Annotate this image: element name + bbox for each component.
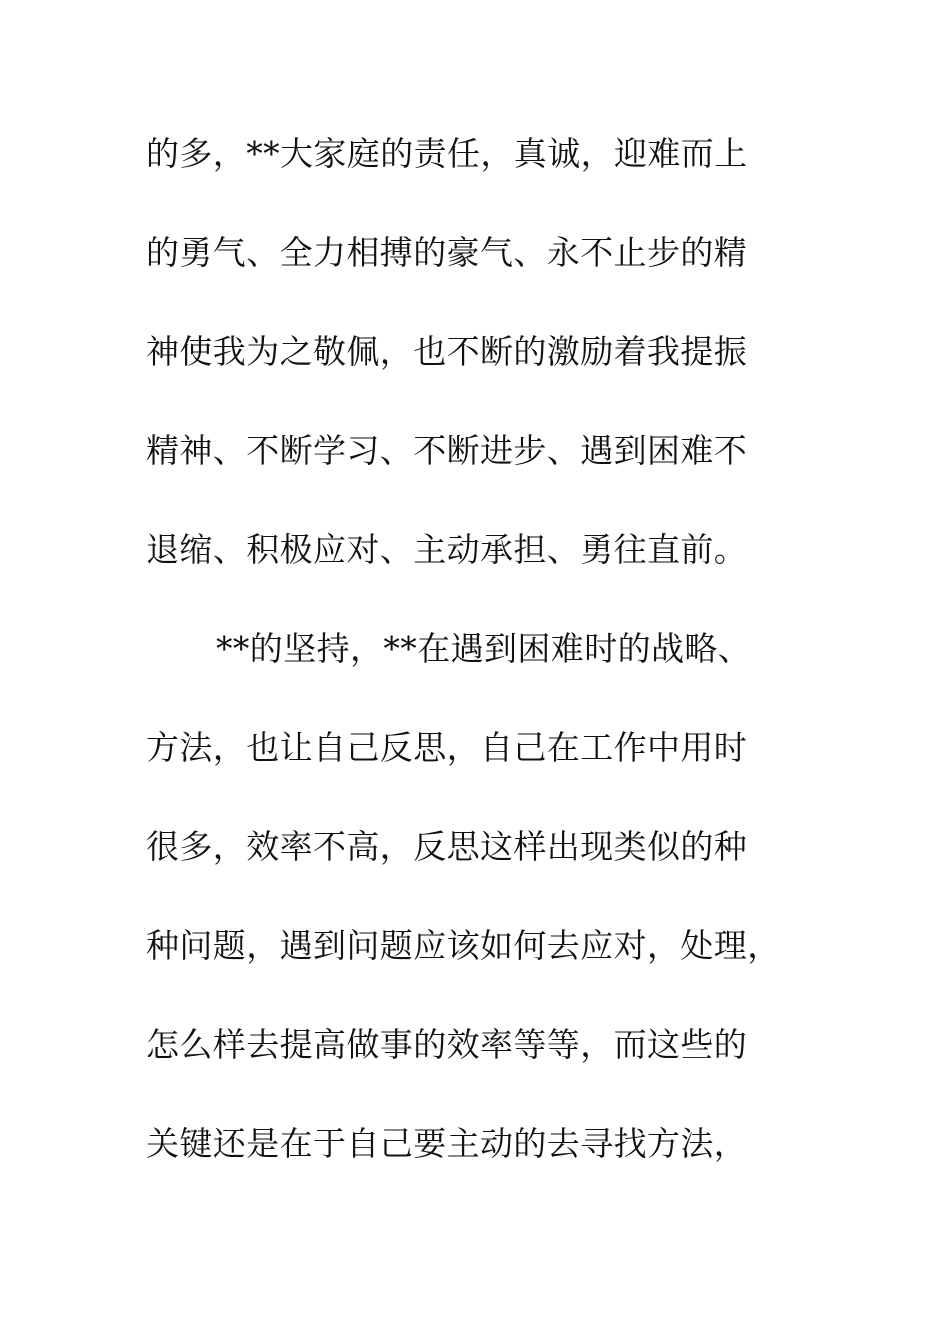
text-line: 精神、不断学习、不断进步、遇到困难不 <box>146 431 748 470</box>
paragraph-start-line: **的坚持，**在遇到困难时的战略、 <box>216 629 752 668</box>
text-line: 种问题，遇到问题应该如何去应对，处理， <box>146 926 781 965</box>
text-line: 关键还是在于自己要主动的去寻找方法， <box>146 1124 748 1163</box>
text-line: 神使我为之敬佩，也不断的激励着我提振 <box>146 332 748 371</box>
text-line: 的勇气、全力相搏的豪气、永不止步的精 <box>146 233 748 272</box>
text-line: 的多，**大家庭的责任，真诚，迎难而上 <box>146 134 748 173</box>
body-text <box>146 128 806 1217</box>
text-line: 退缩、积极应对、主动承担、勇往直前。 <box>146 530 748 569</box>
text-line: 很多，效率不高，反思这样出现类似的种 <box>146 827 748 866</box>
text-line: 怎么样去提高做事的效率等等，而这些的 <box>146 1025 748 1064</box>
text-line: 方法，也让自己反思，自己在工作中用时 <box>146 728 748 767</box>
